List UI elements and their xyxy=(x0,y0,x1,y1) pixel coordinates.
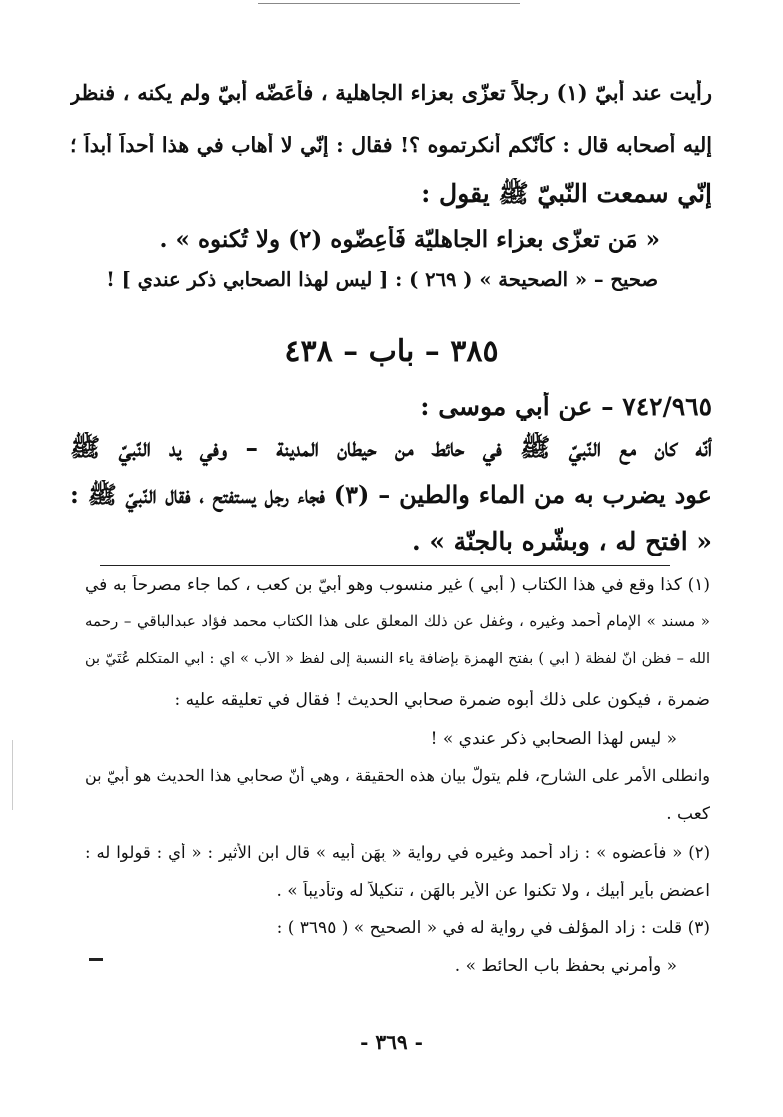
hadith-line-2: عود يضرب به من الماء والطين – (٣) فجاء رجل يستفتح ، فقال النّبيّ ﷺ : xyxy=(70,480,712,509)
footnote-3-line-2: « وأمرني بحفظ باب الحائط » . xyxy=(454,956,677,976)
footnote-2-line-2: اعضض بأير أبيك ، ولا تكنوا عن الأير بالهَنِ ، تنكيلاً له وتأديباً » . xyxy=(276,881,710,901)
dash-mark xyxy=(89,958,103,961)
footnote-1-line-4: ضمرة ، فيكون على ذلك أبوه ضمرة صحابي الحديث ! فقال في تعليقه عليه : xyxy=(174,690,710,710)
footnote-1-line-6: وانطلى الأمر على الشارح، فلم يتولّ بيان هذه الحقيقة ، وهي أنّ صحابي هذا الحديث هو أُبيّ بن xyxy=(85,766,710,785)
hadith-line-1: أنّه كان مع النّبيّ ﷺ في حائط من حيطان المدينة – وفي يد النّبيّ ﷺ xyxy=(70,433,712,462)
chapter-heading: ٣٨٥ – باب – ٤٣٨ xyxy=(284,334,499,369)
footnote-separator xyxy=(100,565,670,566)
footnote-1-line-5: « ليس لهذا الصحابي ذكر عندي » ! xyxy=(430,729,677,749)
hadith-number: ٧٤٢/٩٦٥ – عن أبي موسى : xyxy=(420,392,712,421)
footnote-1-line-2: « مسند » الإمام أحمد وغيره ، وغفل عن ذلك المعلق على هذا الكتاب محمد فؤاد عبدالباقي – رحمه xyxy=(85,612,710,630)
prophetic-quote: « مَن تعزّى بعزاء الجاهليّة فَأَعِضّوه (٢) ولا تُكنوه » . xyxy=(159,226,660,253)
footnote-1-line-7: كعب . xyxy=(666,804,710,824)
top-border-rule xyxy=(258,3,520,4)
page-edge-mark xyxy=(12,740,13,810)
footnote-1-line-3: الله – فظن أنّ لفظة ( أبي ) بفتح الهمزة بإضافة ياء النسبة إلى لفظ « الأب » أي : أبي المتكلم عُتَيّ بن xyxy=(85,651,710,667)
main-text-line-3: إنّي سمعت النّبيّ ﷺ يقول : xyxy=(421,179,712,208)
page-number: - ٣٦٩ - xyxy=(360,1030,423,1054)
main-text-line-2: إليه أصحابه قال : كأنّكم أنكرتموه ؟! فقال : إنّي لا أهاب في هذا أحداً أبداً ؛ xyxy=(70,133,712,157)
footnote-2-line-1: (٢) « فأعضوه » : زاد أحمد وغيره في رواية « بِهَنِ أبيه » قال ابن الأثير : « أي : قولوا له : xyxy=(85,843,710,862)
hadith-quote: « افتح له ، وبشّره بالجنّة » . xyxy=(411,527,712,556)
main-text-line-1: رأيت عند أُبيّ (١) رجلاً تعزّى بعزاء الجاهلية ، فأعَضّه أُبيّ ولم يكنه ، فنظر xyxy=(70,80,712,105)
footnote-3-line-1: (٣) قلت : زاد المؤلف في رواية له في « الصحيح » ( ٣٦٩٥ ) : xyxy=(276,918,710,938)
grading-line: صحيح – « الصحيحة » ( ٢٦٩ ) : [ ليس لهذا الصحابي ذكر عندي ] ! xyxy=(106,268,658,291)
footnote-1-line-1: (١) كذا وقع في هذا الكتاب ( أبي ) غير منسوب وهو أُبيّ بن كعب ، كما جاء مصرحاً به في xyxy=(85,575,710,595)
